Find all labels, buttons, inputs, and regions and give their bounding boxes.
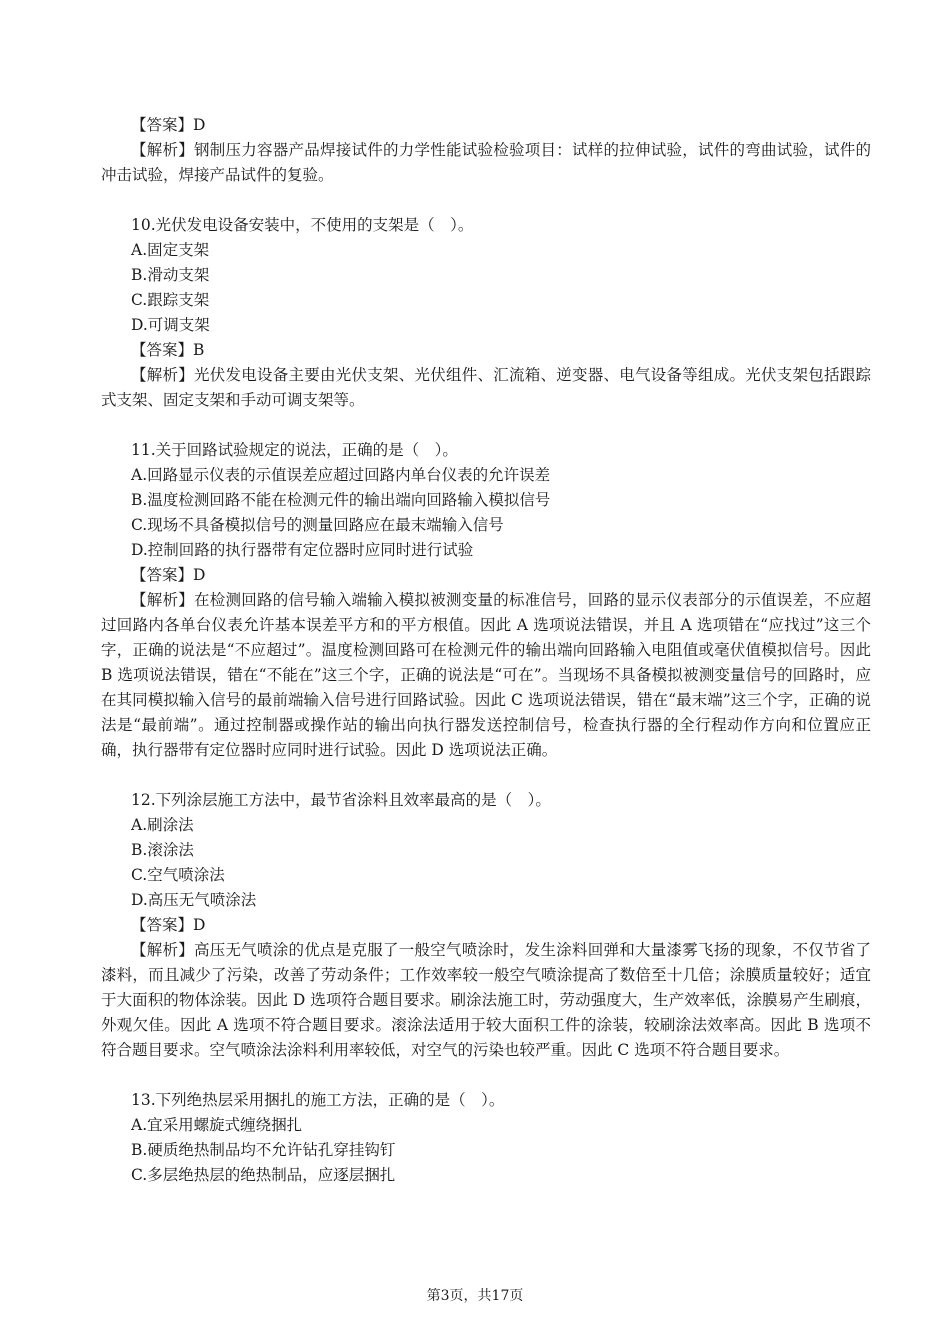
option-c: C.空气喷涂法 — [131, 866, 225, 884]
page-content — [101, 113, 871, 1188]
option-a: A.回路显示仪表的示值误差应超过回路内单台仪表的允许误差 — [131, 466, 551, 484]
option-c: C.跟踪支架 — [131, 291, 210, 309]
analysis: 【解析】高压无气喷涂的优点是克服了一般空气喷涂时，发生涂料回弹和大量漆雾飞扬的现象，不仅节省了漆料，而且减少了污染，改善了劳动条件；工作效率较一般空气喷涂提高了数倍至十几倍；涂膜质量较好；适宜于大面积的物体涂装。因此 D 选项符合题目要求。刷涂法施工时，劳动强度大，生产效率低，涂膜易产生刷痕，外观欠佳。因此 A 选项不符合题目要求。滚涂法适用于较大面积工件的涂装，较刷涂法效率高。因此 B 选项不符合题目要求。空气喷涂法涂料利用率较低，对空气的污染也较严重。因此 C 选项不符合题目要求。 — [101, 941, 871, 1059]
option-d: D.高压无气喷涂法 — [131, 891, 257, 909]
prev-analysis: 【解析】钢制压力容器产品焊接试件的力学性能试验检验项目：试样的拉伸试验，试件的弯曲试验，试件的冲击试验，焊接产品试件的复验。 — [101, 141, 871, 184]
option-b: B.硬质绝热制品均不允许钻孔穿挂钩钉 — [131, 1141, 396, 1159]
option-b: B.温度检测回路不能在检测元件的输出端向回路输入模拟信号 — [131, 491, 551, 509]
question-11 — [101, 438, 871, 763]
option-c: C.多层绝热层的绝热制品，应逐层捆扎 — [131, 1166, 396, 1184]
option-a: A.固定支架 — [131, 241, 210, 259]
question-title: 13.下列绝热层采用捆扎的施工方法，正确的是（ ）。 — [131, 1091, 505, 1109]
option-b: B.滚涂法 — [131, 841, 194, 859]
option-d: D.控制回路的执行器带有定位器时应同时进行试验 — [131, 541, 474, 559]
option-b: B.滑动支架 — [131, 266, 210, 284]
question-12 — [101, 788, 871, 1063]
question-13 — [101, 1088, 871, 1188]
option-c: C.现场不具备模拟信号的测量回路应在最末端输入信号 — [131, 516, 504, 534]
analysis: 【解析】在检测回路的信号输入端输入模拟被测变量的标准信号，回路的显示仪表部分的示值误差，不应超过回路内各单台仪表允许基本误差平方和的平方根值。因此 A 选项说法错误，并且 A 选项错在“应找过”这三个字，正确的说法是“不应超过”。温度检测回路可在检测元件的输出端向回路输入电阻值或毫伏值模拟信号。因此 B 选项说法错误，错在“不能在”这三个字，正确的说法是“可在”。当现场不具备模拟被测变量信号的回路时，应在其同模拟输入信号的最前端输入信号进行回路试验。因此 C 选项说法错误，错在“最末端”这三个字，正确的说法是“最前端”。通过控制器或操作站的输出向执行器发送控制信号，检查执行器的全行程动作方向和位置应正确，执行器带有定位器时应同时进行试验。因此 D 选项说法正确。 — [101, 591, 871, 759]
option-a: A.刷涂法 — [131, 816, 194, 834]
question-title: 11.关于回路试验规定的说法，正确的是（ ）。 — [131, 441, 458, 459]
analysis: 【解析】光伏发电设备主要由光伏支架、光伏组件、汇流箱、逆变器、电气设备等组成。光伏支架包括跟踪式支架、固定支架和手动可调支架等。 — [101, 366, 871, 409]
answer: 【答案】D — [131, 916, 206, 934]
answer: 【答案】B — [131, 341, 205, 359]
option-d: D.可调支架 — [131, 316, 210, 334]
question-10 — [101, 213, 871, 413]
answer: 【答案】D — [131, 566, 206, 584]
question-title: 12.下列涂层施工方法中，最节省涂料且效率最高的是（ ）。 — [131, 791, 551, 809]
prev-answer: 【答案】D — [131, 116, 206, 134]
option-a: A.宜采用螺旋式缠绕捆扎 — [131, 1116, 303, 1134]
page-number: 第3页，共17页 — [426, 1288, 524, 1304]
question-title: 10.光伏发电设备安装中，不使用的支架是（ ）。 — [131, 216, 474, 234]
